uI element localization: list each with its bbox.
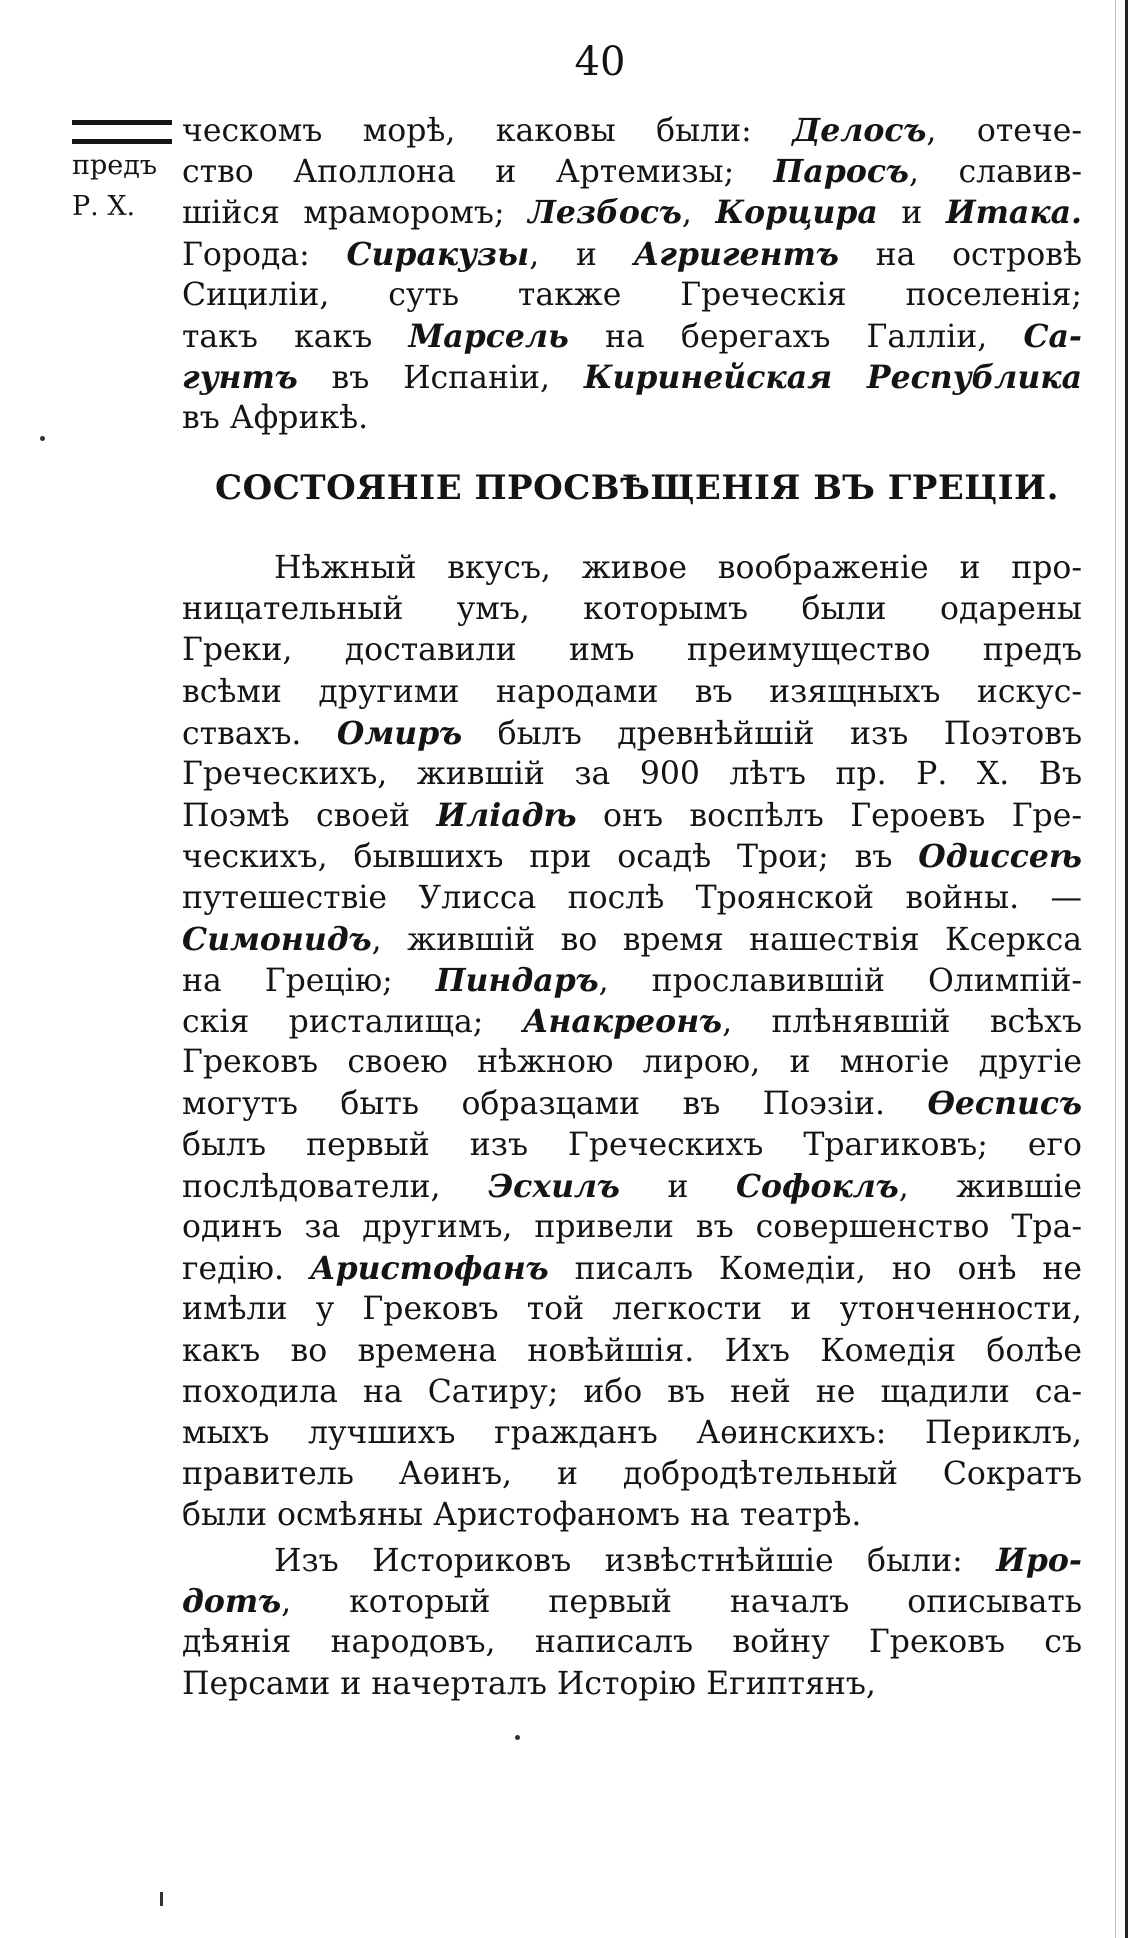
text-line	[182, 1413, 1082, 1454]
text-run: были осмѣяны Аристофаномъ на театрѣ.	[182, 1497, 862, 1534]
text-run: Симонидъ	[182, 920, 372, 958]
text-line	[182, 1372, 1082, 1413]
text-run: ствахъ.	[182, 715, 337, 752]
text-line	[182, 357, 1082, 398]
text-run: Персами и начерталъ Исторію Египтянъ,	[182, 1665, 876, 1702]
text-line	[182, 836, 1082, 877]
text-run: писалъ Комедіи, но онѣ не	[548, 1251, 1082, 1288]
text-line	[182, 1581, 1082, 1622]
text-run: скія ристалища;	[182, 1004, 523, 1041]
text-run: Итака.	[945, 194, 1083, 232]
text-run: Города:	[182, 236, 347, 273]
text-run: Сициліи, суть также Греческія поселенія;	[182, 276, 1082, 313]
text-line	[182, 151, 1082, 192]
text-run: Иро-	[996, 1542, 1082, 1579]
text-run: Софоклъ	[735, 1167, 899, 1205]
text-run: Са-	[1023, 317, 1082, 355]
text-line	[182, 754, 1082, 795]
binding-edge	[1125, 0, 1128, 1938]
text-run: одинъ за другимъ, привели въ совершенство Тра-	[182, 1209, 1082, 1245]
text-line	[182, 1664, 1082, 1705]
text-run: ницательный умъ, которымъ были одарены	[182, 591, 1082, 628]
text-line	[182, 1331, 1082, 1372]
text-run: послѣдователи,	[182, 1168, 489, 1205]
text-run: Анакреонъ	[522, 1003, 723, 1041]
text-run: мыхъ лучшихъ гражданъ Аѳинскихъ: Периклъ,	[182, 1414, 1082, 1451]
text-run: , славив-	[908, 154, 1082, 191]
text-run: Лезбосъ	[528, 194, 682, 232]
binding-edge-shadow	[1115, 0, 1116, 1938]
text-run: въ Испаніи,	[297, 360, 584, 397]
text-line	[182, 1125, 1082, 1166]
text-line	[182, 1289, 1082, 1330]
text-run: Делосъ	[792, 112, 927, 149]
text-run: путешествіе Улисса послѣ Троянской войны. —	[182, 879, 1082, 916]
text-line	[182, 1540, 1082, 1581]
text-run: Агригентъ	[633, 235, 839, 273]
text-line	[182, 878, 1082, 919]
text-line	[182, 919, 1082, 960]
text-run: Сиракузы	[346, 235, 530, 273]
text-line	[182, 316, 1082, 357]
text-run: всѣми другими народами въ изящныхъ искус-	[182, 673, 1082, 710]
text-line	[182, 234, 1082, 275]
text-run: Корцира	[715, 194, 878, 232]
speck	[515, 1735, 520, 1740]
text-run: Греческихъ, жившій за 900 лѣтъ пр. Р. Х. Въ	[182, 755, 1082, 792]
text-run: Аристофанъ	[309, 1250, 549, 1288]
text-line	[182, 1001, 1082, 1042]
text-run: , отече-	[926, 113, 1083, 149]
text-line	[182, 1166, 1082, 1207]
text-run: Иліадѣ	[436, 797, 577, 835]
text-line	[182, 1042, 1082, 1083]
text-run: походила на Сатиру; ибо въ ней не щадили са-	[182, 1373, 1082, 1410]
text-line	[182, 630, 1082, 671]
text-line	[182, 589, 1082, 630]
text-run: на берегахъ Галліи,	[568, 318, 1024, 355]
text-line	[182, 713, 1082, 754]
text-run: гедію.	[182, 1251, 310, 1288]
text-line	[182, 398, 1082, 439]
margin-note-1: предъ	[72, 150, 158, 181]
paragraph-2	[182, 1540, 1082, 1705]
text-run: шійся мраморомъ;	[182, 195, 529, 232]
text-run: ,	[681, 195, 716, 232]
text-line	[182, 1622, 1082, 1663]
section-heading: СОСТОЯНІЕ ПРОСВѢЩЕНІЯ ВЪ ГРЕЦІИ.	[215, 468, 1059, 508]
text-run: и	[619, 1168, 736, 1205]
text-line	[182, 672, 1082, 713]
text-run: Марсель	[408, 317, 569, 355]
text-line	[182, 1454, 1082, 1495]
speck	[160, 1892, 163, 1906]
text-run: онъ воспѣлъ Героевъ Гре-	[576, 798, 1082, 835]
text-line	[182, 275, 1082, 316]
text-run: Паросъ	[773, 153, 909, 191]
text-run: ческомъ морѣ, каковы были:	[182, 113, 793, 149]
text-run: , жившіе	[898, 1168, 1082, 1205]
page-number: 40	[574, 39, 626, 85]
margin-note-2: Р. Х.	[72, 191, 136, 222]
text-run: и	[877, 195, 946, 232]
text-run: Поэмѣ своей	[182, 798, 437, 835]
arrow-mark	[72, 120, 172, 144]
text-run: на Грецію;	[182, 962, 436, 999]
text-run: на островѣ	[838, 236, 1082, 273]
text-line	[182, 192, 1082, 233]
text-run: былъ древнѣйшій изъ Поэтовъ	[462, 715, 1083, 752]
text-run: Одиссеѣ	[918, 838, 1082, 876]
text-run: Омиръ	[336, 714, 463, 752]
text-run: Грековъ своею нѣжною лирою, и многіе другіе	[182, 1044, 1082, 1081]
text-run: Нѣжный вкусъ, живое воображеніе и про-	[274, 550, 1082, 586]
text-run: гунтъ	[182, 359, 298, 397]
text-run: , жившій во время нашествія Ксеркса	[371, 921, 1082, 958]
top-paragraph	[182, 110, 1082, 440]
text-run: такъ какъ	[182, 318, 409, 355]
text-line	[182, 548, 1082, 589]
text-run: , плѣнявшій всѣхъ	[722, 1004, 1082, 1041]
text-run: Киринейская Республика	[583, 359, 1082, 397]
text-line	[182, 795, 1082, 836]
text-run: дотъ	[182, 1583, 282, 1621]
text-line	[182, 1207, 1082, 1248]
text-run: Изъ Историковъ извѣстнѣйшіе были:	[274, 1543, 997, 1579]
text-run: могутъ быть образцами въ Поэзіи.	[182, 1086, 928, 1123]
text-run: Ѳесписъ	[927, 1085, 1082, 1123]
text-run: , прославившій Олимпій-	[598, 962, 1082, 999]
speck	[40, 436, 45, 441]
text-run: Пиндаръ	[435, 961, 599, 999]
text-run: правитель Аѳинъ, и добродѣтельный Сократъ	[182, 1456, 1082, 1493]
text-run: дѣянія народовъ, написалъ войну Грековъ съ	[182, 1624, 1082, 1661]
text-line	[182, 1495, 1082, 1536]
text-run: имѣли у Грековъ той легкости и утонченности,	[182, 1291, 1082, 1328]
text-run: въ Африкѣ.	[182, 400, 369, 437]
text-run: ческихъ, бывшихъ при осадѣ Трои; въ	[182, 839, 919, 876]
text-line	[182, 110, 1082, 151]
text-line	[182, 1083, 1082, 1124]
text-run: Эсхилъ	[488, 1167, 620, 1205]
text-run: Греки, доставили имъ преимущество предъ	[182, 632, 1082, 669]
text-run: ство Аполлона и Артемизы;	[182, 154, 774, 191]
text-line	[182, 960, 1082, 1001]
text-run: былъ первый изъ Греческихъ Трагиковъ; его	[182, 1126, 1082, 1163]
text-run: , который первый началъ описывать	[281, 1584, 1082, 1621]
text-run: какъ во времена новѣйшія. Ихъ Комедія болѣе	[182, 1332, 1082, 1369]
paragraph-1	[182, 548, 1082, 1537]
text-line	[182, 1248, 1082, 1289]
text-run: , и	[529, 236, 634, 273]
